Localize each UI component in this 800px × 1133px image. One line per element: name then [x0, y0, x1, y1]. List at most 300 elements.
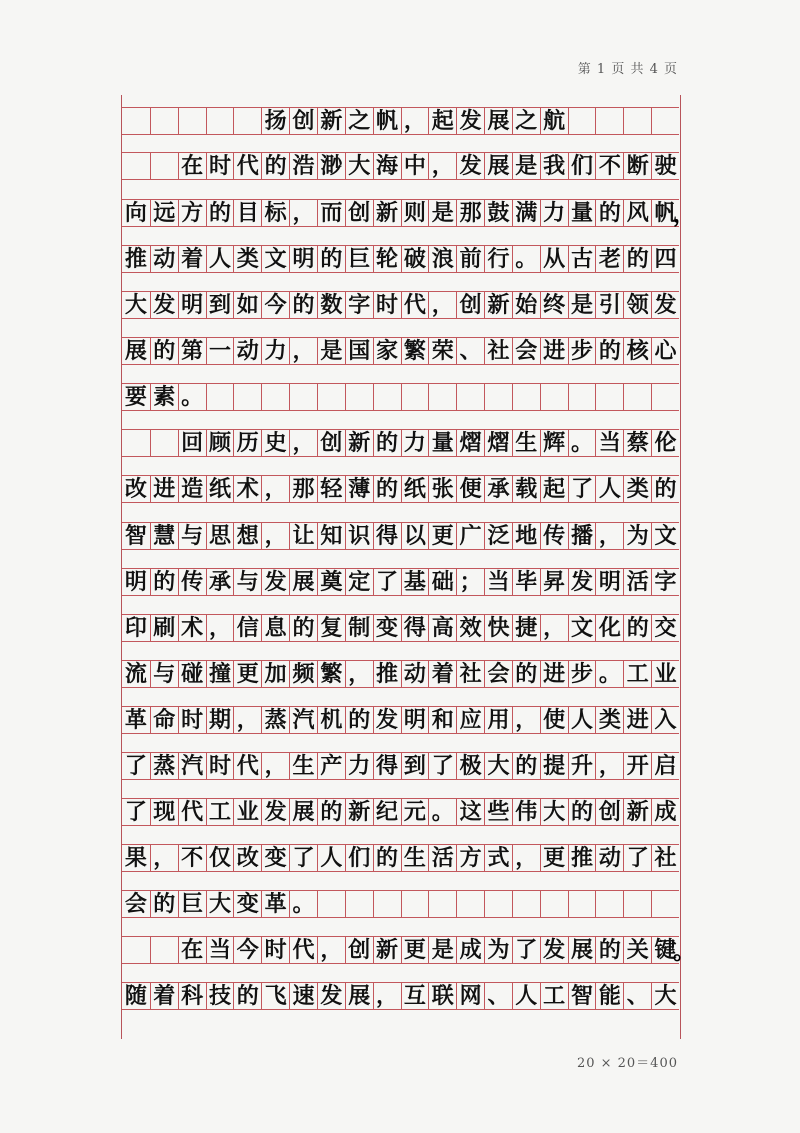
grid-cell: 类	[595, 707, 623, 733]
grid-cell: 荣	[428, 338, 456, 364]
grid-cell: 着	[178, 246, 206, 272]
grid-cell: 息	[261, 615, 289, 641]
grid-cell: 新	[345, 430, 373, 456]
grid-cell: 风	[623, 200, 651, 226]
grid-cell	[456, 384, 484, 410]
grid-cell: 的	[623, 615, 651, 641]
grid-cell: 在	[178, 153, 206, 179]
text-row	[122, 660, 679, 688]
grid-cell: 从	[540, 246, 568, 272]
grid-cell: 、	[623, 983, 651, 1009]
grid-cell: 素	[150, 384, 178, 410]
grid-cell	[651, 384, 679, 410]
grid-cell: 提	[540, 753, 568, 779]
grid-cell: 文	[261, 246, 289, 272]
text-row	[122, 982, 679, 1010]
page-number-header: 第 1 页 共 4 页	[577, 62, 678, 77]
grid-cell	[206, 108, 234, 134]
grid-cell: 人	[568, 707, 596, 733]
overflow-punctuation: ，	[673, 201, 696, 228]
grid-cell: 着	[150, 983, 178, 1009]
grid-cell	[261, 384, 289, 410]
grid-cell: 展	[124, 338, 147, 364]
grid-cell: 力	[540, 200, 568, 226]
grid-cell: 创	[289, 108, 317, 134]
grid-cell: ，	[206, 615, 234, 641]
grid-cell	[428, 384, 456, 410]
grid-cell: 期	[206, 707, 234, 733]
grid-cell: 而	[317, 200, 345, 226]
grid-cell: 极	[456, 753, 484, 779]
grid-cell: 发	[456, 108, 484, 134]
grid-cell: 的	[289, 615, 317, 641]
grid-cell: 的	[289, 292, 317, 318]
grid-cell: 引	[595, 292, 623, 318]
grid-cell: 的	[261, 153, 289, 179]
grid-cell: 的	[623, 246, 651, 272]
grid-cell: 明	[124, 569, 147, 595]
grid-cell: 繁	[401, 338, 429, 364]
grid-cell: 动	[233, 338, 261, 364]
grid-cell: 前	[456, 246, 484, 272]
grid-cell: ，	[401, 108, 429, 134]
grid-cell: 会	[124, 891, 147, 917]
text-row	[122, 245, 679, 273]
manuscript-grid-paper	[121, 95, 696, 1039]
grid-cell: 承	[206, 569, 234, 595]
grid-cell: 得	[401, 615, 429, 641]
grid-cell: 业	[651, 661, 679, 687]
grid-cell: 始	[512, 292, 540, 318]
grid-cell: ，	[428, 153, 456, 179]
grid-cell	[150, 153, 178, 179]
grid-cell: 进	[150, 476, 178, 502]
grid-cell: 新	[623, 799, 651, 825]
grid-cell: 代	[401, 292, 429, 318]
grid-cell: 创	[345, 937, 373, 963]
grid-cell	[484, 384, 512, 410]
grid-cell: 的	[651, 476, 679, 502]
grid-cell: 起	[540, 476, 568, 502]
grid-cell: 今	[261, 292, 289, 318]
grid-cell: 变	[233, 891, 261, 917]
grid-cell: 汽	[178, 753, 206, 779]
grid-cell	[122, 108, 150, 134]
grid-cell: 。	[568, 430, 596, 456]
grid-cell: 生	[289, 753, 317, 779]
grid-cell: 、	[456, 338, 484, 364]
grid-cell	[568, 384, 596, 410]
grid-cell: 是	[317, 338, 345, 364]
grid-cell: 社	[456, 661, 484, 687]
grid-cell: 动	[595, 845, 623, 871]
grid-cell: 了	[568, 476, 596, 502]
grid-cell: 捷	[512, 615, 540, 641]
grid-cell: 繁	[317, 661, 345, 687]
grid-cell: 泛	[484, 523, 512, 549]
grid-cell: 是	[428, 937, 456, 963]
grid-cell: 这	[456, 799, 484, 825]
grid-cell: 新	[317, 108, 345, 134]
grid-cell: 印	[124, 615, 147, 641]
grid-cell: 明	[289, 246, 317, 272]
grid-cell: 向	[124, 200, 147, 226]
grid-cell: 以	[401, 523, 429, 549]
grid-cell: 化	[595, 615, 623, 641]
grid-cell: 飞	[261, 983, 289, 1009]
grid-cell: 工	[623, 661, 651, 687]
grid-cell	[233, 384, 261, 410]
grid-cell: 的	[373, 845, 401, 871]
grid-cell: 展	[289, 569, 317, 595]
grid-cell: 会	[512, 338, 540, 364]
grid-cell: ，	[150, 845, 178, 871]
grid-cell: 的	[233, 983, 261, 1009]
grid-cell: 大	[484, 753, 512, 779]
grid-cell: 应	[456, 707, 484, 733]
grid-cell: 知	[317, 523, 345, 549]
grid-cell: 家	[373, 338, 401, 364]
grid-cell: 互	[401, 983, 429, 1009]
grid-cell: 不	[178, 845, 206, 871]
grid-cell: 回	[178, 430, 206, 456]
grid-cell: 定	[345, 569, 373, 595]
grid-cell: 熠	[484, 430, 512, 456]
grid-cell: 毕	[512, 569, 540, 595]
grid-cell: ，	[345, 661, 373, 687]
grid-cell: 明	[595, 569, 623, 595]
grid-cell: 现	[150, 799, 178, 825]
grid-cell	[401, 891, 429, 917]
grid-cell: 纸	[206, 476, 234, 502]
grid-cell: 成	[651, 799, 679, 825]
grid-cell: 方	[178, 200, 206, 226]
text-row	[122, 429, 679, 457]
grid-cell: 的	[595, 338, 623, 364]
grid-cell: 改	[124, 476, 147, 502]
grid-cell: 加	[261, 661, 289, 687]
grid-cell: 历	[233, 430, 261, 456]
grid-cell: ，	[595, 753, 623, 779]
grid-cell: 的	[150, 569, 178, 595]
grid-cell: 是	[568, 292, 596, 318]
grid-cell: 创	[317, 430, 345, 456]
grid-cell: 更	[540, 845, 568, 871]
grid-cell: 则	[401, 200, 429, 226]
grid-cell: 承	[484, 476, 512, 502]
grid-cell: 步	[568, 338, 596, 364]
grid-cell: 广	[456, 523, 484, 549]
grid-cell: 了	[289, 845, 317, 871]
grid-cell: 与	[233, 569, 261, 595]
grid-cell: 字	[345, 292, 373, 318]
grid-cell: 思	[206, 523, 234, 549]
grid-cell: 更	[401, 937, 429, 963]
grid-cell: ，	[261, 523, 289, 549]
grid-cell: 仅	[206, 845, 234, 871]
grid-cell: ，	[289, 338, 317, 364]
grid-cell: 那	[456, 200, 484, 226]
grid-cell	[623, 108, 651, 134]
grid-cell: 为	[484, 937, 512, 963]
grid-cell: 伦	[651, 430, 679, 456]
grid-cell: 蒸	[261, 707, 289, 733]
grid-cell: 活	[623, 569, 651, 595]
grid-cell: 如	[233, 292, 261, 318]
grid-cell: 工	[206, 799, 234, 825]
grid-cell: 鼓	[484, 200, 512, 226]
grid-cell: 的	[595, 937, 623, 963]
grid-cell: ，	[317, 937, 345, 963]
grid-cell: 术	[178, 615, 206, 641]
grid-cell	[623, 384, 651, 410]
grid-cell: 四	[651, 246, 679, 272]
grid-cell: 能	[595, 983, 623, 1009]
grid-cell: 果	[124, 845, 147, 871]
grid-cell: 发	[568, 569, 596, 595]
grid-cell: 人	[595, 476, 623, 502]
grid-cell: 今	[233, 937, 261, 963]
grid-cell: 渺	[317, 153, 345, 179]
grid-cell: 。	[512, 246, 540, 272]
grid-cell: 巨	[345, 246, 373, 272]
grid-cell: 昇	[540, 569, 568, 595]
grid-cell: 的	[150, 891, 178, 917]
grid-cell: 轻	[317, 476, 345, 502]
grid-cell: 大	[540, 799, 568, 825]
grid-cell: 轮	[373, 246, 401, 272]
grid-cell: 熠	[456, 430, 484, 456]
grid-cell: 展	[484, 108, 512, 134]
grid-cell: 的	[512, 753, 540, 779]
grid-cell: 类	[623, 476, 651, 502]
grid-cell: 代	[289, 937, 317, 963]
grid-cell: 效	[456, 615, 484, 641]
grid-cell	[317, 384, 345, 410]
grid-cell: 业	[233, 799, 261, 825]
text-row	[122, 475, 679, 503]
grid-cell: 汽	[289, 707, 317, 733]
grid-cell: ；	[456, 569, 484, 595]
grid-cell: 发	[150, 292, 178, 318]
grid-cell: ，	[540, 615, 568, 641]
grid-cell: 变	[261, 845, 289, 871]
grid-cell: 时	[178, 707, 206, 733]
grid-cell: 发	[261, 569, 289, 595]
grid-cell: ，	[261, 476, 289, 502]
grid-cell: 动	[150, 246, 178, 272]
grid-cell: 力	[401, 430, 429, 456]
grid-cell: 航	[540, 108, 568, 134]
text-row	[122, 614, 679, 642]
text-row	[122, 383, 679, 411]
grid-cell: 人	[512, 983, 540, 1009]
text-row	[122, 522, 679, 550]
grid-cell: 帆	[651, 200, 679, 226]
grid-cell: 明	[178, 292, 206, 318]
grid-cell: 目	[233, 200, 261, 226]
grid-cell: 式	[484, 845, 512, 871]
grid-cell: 复	[317, 615, 345, 641]
grid-cell: 要	[124, 384, 147, 410]
grid-cell: 的	[568, 799, 596, 825]
grid-cell: 们	[568, 153, 596, 179]
grid-cell: 动	[401, 661, 429, 687]
grid-cell: 用	[484, 707, 512, 733]
grid-cell	[540, 384, 568, 410]
grid-cell: 想	[233, 523, 261, 549]
grid-cell: 浩	[289, 153, 317, 179]
grid-cell: 终	[540, 292, 568, 318]
grid-cell: 机	[317, 707, 345, 733]
grid-cell: 类	[233, 246, 261, 272]
grid-cell: 推	[568, 845, 596, 871]
grid-cell: 当	[206, 937, 234, 963]
grid-cell: 力	[345, 753, 373, 779]
grid-cell: 创	[595, 799, 623, 825]
grid-cell: 播	[568, 523, 596, 549]
grid-cell: 是	[512, 153, 540, 179]
grid-cell	[206, 384, 234, 410]
grid-cell: 的	[595, 200, 623, 226]
grid-cell: 科	[178, 983, 206, 1009]
grid-cell: 进	[540, 661, 568, 687]
grid-cell	[456, 891, 484, 917]
grid-cell: 行	[484, 246, 512, 272]
grid-cell: 得	[373, 753, 401, 779]
grid-cell: 进	[623, 707, 651, 733]
grid-cell: 撞	[206, 661, 234, 687]
grid-cell: 代	[178, 799, 206, 825]
overflow-punctuation: 。	[673, 938, 696, 965]
grid-cell: 新	[345, 799, 373, 825]
grid-cell: 让	[289, 523, 317, 549]
grid-cell: 的	[345, 707, 373, 733]
grid-cell: 了	[124, 799, 147, 825]
grid-cell: 代	[233, 753, 261, 779]
grid-cell: 破	[401, 246, 429, 272]
grid-cell: 了	[124, 753, 147, 779]
text-row	[122, 752, 679, 780]
grid-cell: ，	[512, 845, 540, 871]
grid-cell: 慧	[150, 523, 178, 549]
grid-cell	[317, 891, 345, 917]
grid-cell: 驶	[651, 153, 679, 179]
grid-cell: 开	[623, 753, 651, 779]
grid-cell: 当	[595, 430, 623, 456]
text-row	[122, 706, 679, 734]
grid-cell: 技	[206, 983, 234, 1009]
grid-cell: 的	[317, 246, 345, 272]
grid-cell: 革	[261, 891, 289, 917]
grid-cell: 薄	[345, 476, 373, 502]
grid-cell: 量	[568, 200, 596, 226]
grid-cell: 的	[317, 799, 345, 825]
text-row	[122, 936, 696, 965]
grid-cell: ，	[289, 430, 317, 456]
grid-cell: 发	[261, 799, 289, 825]
grid-cell: 量	[428, 430, 456, 456]
grid-cell: 之	[512, 108, 540, 134]
grid-cell: 国	[345, 338, 373, 364]
grid-cell: 到	[206, 292, 234, 318]
grid-cell: 纸	[401, 476, 429, 502]
grid-cell: 到	[401, 753, 429, 779]
grid-cell: 活	[428, 845, 456, 871]
grid-cell: 文	[651, 523, 679, 549]
grid-cell: 顾	[206, 430, 234, 456]
grid-cell	[623, 891, 651, 917]
grid-cell: 术	[233, 476, 261, 502]
grid-cell: 标	[261, 200, 289, 226]
grid-cell: 领	[623, 292, 651, 318]
text-row	[122, 798, 679, 826]
title-row	[122, 107, 679, 135]
grid-cell: 是	[428, 200, 456, 226]
grid-cell: 辉	[540, 430, 568, 456]
grid-cell	[595, 108, 623, 134]
grid-cell	[512, 891, 540, 917]
grid-cell	[568, 108, 596, 134]
text-row	[122, 844, 679, 872]
text-row	[122, 568, 679, 596]
grid-cell: 发	[317, 983, 345, 1009]
grid-cell: 的	[373, 476, 401, 502]
grid-cell: 当	[484, 569, 512, 595]
grid-cell: 社	[484, 338, 512, 364]
grid-cell	[150, 108, 178, 134]
grid-cell: 成	[456, 937, 484, 963]
grid-cell	[150, 430, 178, 456]
grid-cell: 制	[345, 615, 373, 641]
grid-cell: 们	[345, 845, 373, 871]
grid-cell: 传	[540, 523, 568, 549]
grid-cell: 代	[233, 153, 261, 179]
grid-cell: 新	[373, 937, 401, 963]
grid-cell: 老	[595, 246, 623, 272]
grid-cell: 生	[401, 845, 429, 871]
grid-cell: 在	[178, 937, 206, 963]
grid-cell: 使	[540, 707, 568, 733]
grid-cell: ，	[261, 753, 289, 779]
grid-cell: 人	[317, 845, 345, 871]
grid-cell: 满	[512, 200, 540, 226]
grid-cell	[595, 384, 623, 410]
grid-cell: 基	[401, 569, 429, 595]
grid-cell: 。	[428, 799, 456, 825]
grid-cell: 产	[317, 753, 345, 779]
grid-cell: 生	[512, 430, 540, 456]
grid-cell: 字	[651, 569, 679, 595]
grid-cell: 文	[568, 615, 596, 641]
grid-cell: 传	[178, 569, 206, 595]
grid-cell: 明	[401, 707, 429, 733]
grid-cell: 发	[456, 153, 484, 179]
grid-cell	[651, 108, 679, 134]
grid-cell: 的	[512, 661, 540, 687]
grid-cell: 核	[623, 338, 651, 364]
grid-cell: 元	[401, 799, 429, 825]
grid-cell: 史	[261, 430, 289, 456]
grid-cell	[122, 937, 150, 963]
grid-cell	[345, 891, 373, 917]
text-row	[122, 199, 696, 228]
grid-cell: ，	[595, 523, 623, 549]
grid-cell: 展	[484, 153, 512, 179]
grid-cell	[150, 937, 178, 963]
grid-cell: 大	[124, 292, 147, 318]
grid-cell: 奠	[317, 569, 345, 595]
